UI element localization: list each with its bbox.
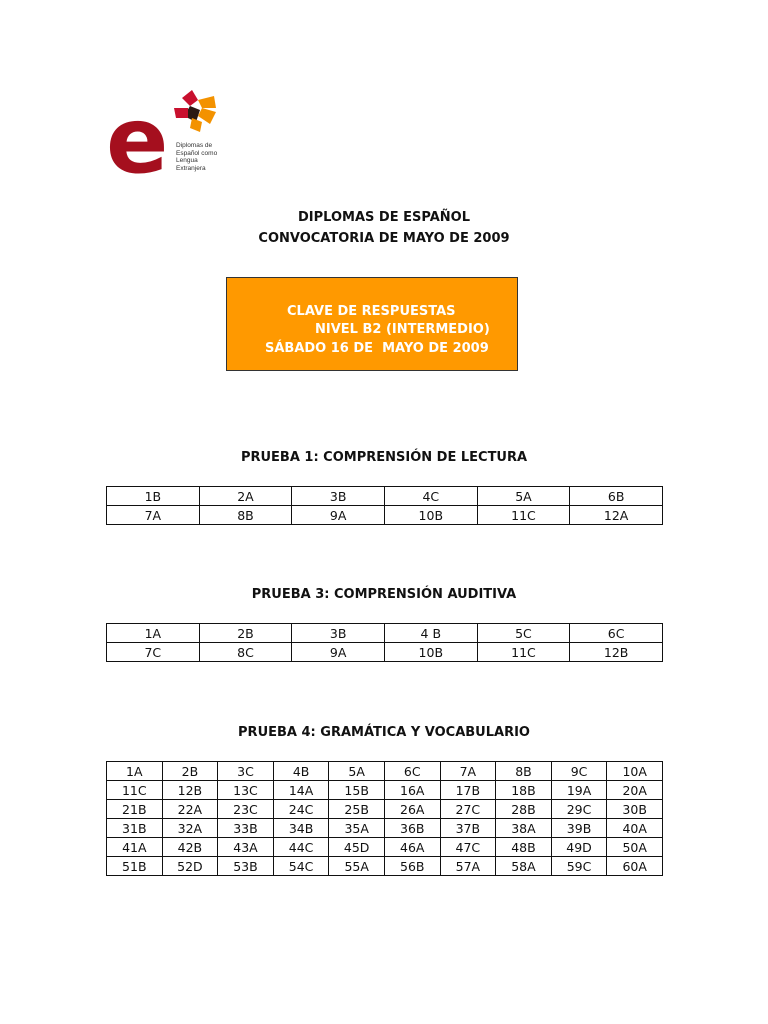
answer-cell: 1B (107, 487, 200, 506)
answer-cell: 34B (273, 819, 329, 838)
table-row (107, 838, 663, 857)
answer-cell: 12B (570, 643, 663, 662)
answer-cell: 45D (329, 838, 385, 857)
answer-cell: 6B (570, 487, 663, 506)
answer-key-banner (226, 277, 518, 371)
answer-cell: 36B (384, 819, 440, 838)
answer-cell: 40A (607, 819, 663, 838)
answer-cell: 41A (107, 838, 163, 857)
answer-cell: 11C (477, 643, 570, 662)
answers-table-prueba-3 (106, 623, 663, 662)
answer-cell: 7A (440, 762, 496, 781)
answer-cell: 14A (273, 781, 329, 800)
answer-cell: 2A (199, 487, 292, 506)
answer-cell: 10B (384, 506, 477, 525)
answer-cell: 21B (107, 800, 163, 819)
answer-cell: 1A (107, 762, 163, 781)
answer-cell: 8B (496, 762, 552, 781)
answer-cell: 13C (218, 781, 274, 800)
document-subtitle: CONVOCATORIA DE MAYO DE 2009 (258, 231, 510, 246)
answer-cell: 35A (329, 819, 385, 838)
answer-cell: 42B (162, 838, 218, 857)
table-row (107, 762, 663, 781)
answer-cell: 43A (218, 838, 274, 857)
answer-cell: 7A (107, 506, 200, 525)
answer-cell: 55A (329, 857, 385, 876)
document-title: DIPLOMAS DE ESPAÑOL (298, 210, 470, 225)
answer-cell: 4 B (384, 624, 477, 643)
answer-cell: 2B (199, 624, 292, 643)
answer-cell: 1A (107, 624, 200, 643)
answer-cell: 15B (329, 781, 385, 800)
logo-letter-e: e (106, 87, 169, 180)
answer-cell: 59C (551, 857, 607, 876)
answer-cell: 56B (384, 857, 440, 876)
answer-cell: 32A (162, 819, 218, 838)
answer-cell: 38A (496, 819, 552, 838)
answer-cell: 37B (440, 819, 496, 838)
answer-cell: 46A (384, 838, 440, 857)
answer-cell: 47C (440, 838, 496, 857)
answer-cell: 60A (607, 857, 663, 876)
answer-cell: 28B (496, 800, 552, 819)
answer-cell: 3C (218, 762, 274, 781)
answer-cell: 51B (107, 857, 163, 876)
answer-cell: 6C (570, 624, 663, 643)
answer-cell: 22A (162, 800, 218, 819)
answer-cell: 23C (218, 800, 274, 819)
answer-cell: 30B (607, 800, 663, 819)
answer-cell: 52D (162, 857, 218, 876)
table-row (107, 857, 663, 876)
answer-cell: 5A (477, 487, 570, 506)
answer-cell: 7C (107, 643, 200, 662)
table-row (107, 781, 663, 800)
answer-cell: 5A (329, 762, 385, 781)
answer-cell: 54C (273, 857, 329, 876)
section-title-prueba-1: PRUEBA 1: COMPRENSIÓN DE LECTURA (240, 450, 528, 465)
table-row (107, 487, 663, 506)
banner-line-1: CLAVE DE RESPUESTAS (287, 304, 456, 319)
table-row (107, 506, 663, 525)
answer-cell: 33B (218, 819, 274, 838)
logo-star-icon (174, 90, 216, 132)
answer-cell: 17B (440, 781, 496, 800)
answer-cell: 20A (607, 781, 663, 800)
answer-cell: 26A (384, 800, 440, 819)
table-row (107, 624, 663, 643)
answer-cell: 9C (551, 762, 607, 781)
answer-cell: 10B (384, 643, 477, 662)
answer-cell: 3B (292, 624, 385, 643)
answer-cell: 27C (440, 800, 496, 819)
answer-cell: 9A (292, 643, 385, 662)
answer-cell: 12A (570, 506, 663, 525)
answer-cell: 48B (496, 838, 552, 857)
section-title-prueba-4: PRUEBA 4: GRAMÁTICA Y VOCABULARIO (238, 725, 530, 740)
table-row (107, 643, 663, 662)
answer-cell: 49D (551, 838, 607, 857)
answer-cell: 12B (162, 781, 218, 800)
answer-cell: 53B (218, 857, 274, 876)
answers-table-prueba-4 (106, 761, 663, 876)
answer-cell: 16A (384, 781, 440, 800)
answer-cell: 19A (551, 781, 607, 800)
logo-tagline: Diplomas de Español como Lengua Extranjera (176, 142, 218, 172)
table-row (107, 800, 663, 819)
answer-cell: 4C (384, 487, 477, 506)
answer-cell: 11C (477, 506, 570, 525)
answer-cell: 24C (273, 800, 329, 819)
answer-cell: 29C (551, 800, 607, 819)
answer-cell: 9A (292, 506, 385, 525)
answers-table-prueba-1 (106, 486, 663, 525)
answer-cell: 57A (440, 857, 496, 876)
answer-cell: 18B (496, 781, 552, 800)
answer-cell: 4B (273, 762, 329, 781)
answer-cell: 25B (329, 800, 385, 819)
answer-cell: 58A (496, 857, 552, 876)
answer-cell: 8B (199, 506, 292, 525)
answer-cell: 11C (107, 781, 163, 800)
answer-cell: 2B (162, 762, 218, 781)
section-title-prueba-3: PRUEBA 3: COMPRENSIÓN AUDITIVA (251, 587, 517, 602)
answer-cell: 8C (199, 643, 292, 662)
answer-cell: 31B (107, 819, 163, 838)
answer-cell: 50A (607, 838, 663, 857)
answer-cell: 39B (551, 819, 607, 838)
answer-cell: 6C (384, 762, 440, 781)
banner-line-2: NIVEL B2 (INTERMEDIO) (315, 322, 490, 337)
answer-cell: 44C (273, 838, 329, 857)
table-row (107, 819, 663, 838)
answer-cell: 5C (477, 624, 570, 643)
answer-cell: 3B (292, 487, 385, 506)
answer-cell: 10A (607, 762, 663, 781)
banner-line-3: SÁBADO 16 DE MAYO DE 2009 (265, 341, 489, 356)
